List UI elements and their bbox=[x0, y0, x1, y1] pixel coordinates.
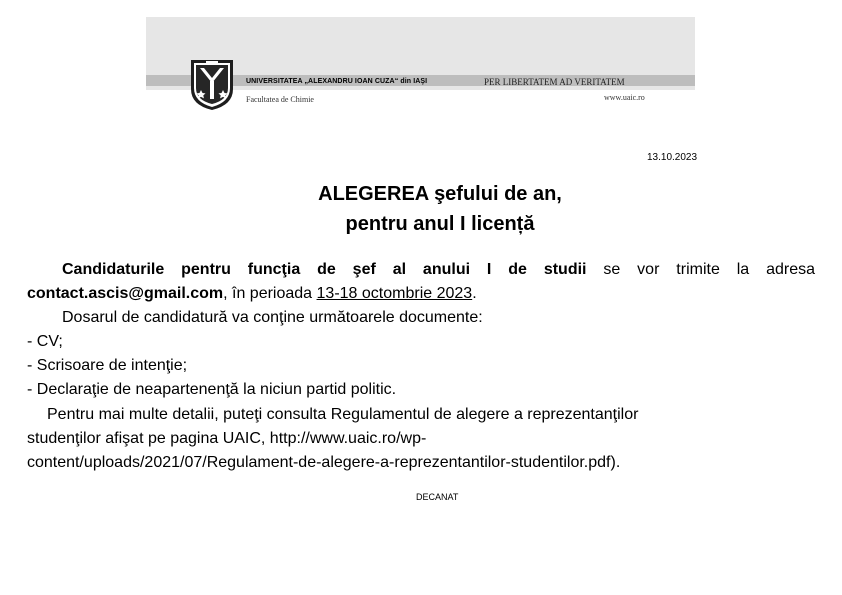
paragraph-candidacy-line1 bbox=[27, 260, 815, 280]
details-line2[interactable]: studenţilor afişat pe pagina UAIC, http://www.uaic.ro/wp- bbox=[27, 430, 427, 447]
list-item-letter: - Scrisoare de intenţie; bbox=[27, 357, 188, 374]
candidacy-rest-text: se vor trimite la adresa bbox=[586, 261, 816, 278]
period-end: . bbox=[472, 285, 477, 302]
details-line3[interactable]: content/uploads/2021/07/Regulament-de-alegere-a-reprezentantilor-studentilor.pdf). bbox=[27, 454, 621, 471]
period-prefix: , în perioada bbox=[223, 285, 317, 302]
list-item-declaration: - Declaraţie de neapartenenţă la niciun partid politic. bbox=[27, 381, 397, 398]
university-motto: PER LIBERTATEM AD VERITATEM bbox=[484, 77, 625, 87]
signature-decanat: DECANAT bbox=[416, 492, 459, 502]
faculty-name: Facultatea de Chimie bbox=[246, 95, 314, 104]
candidacy-bold-text: Candidaturile pentru funcţia de şef al anului I de studii bbox=[62, 261, 587, 278]
document-title-line1: ALEGEREA şefului de an, bbox=[318, 183, 562, 205]
documents-intro: Dosarul de candidatură va conţine următoarele documente: bbox=[62, 309, 483, 326]
submission-period: 13-18 octombrie 2023 bbox=[316, 285, 473, 302]
document-date: 13.10.2023 bbox=[647, 152, 698, 163]
university-name: UNIVERSITATEA „ALEXANDRU IOAN CUZA“ din IAŞI bbox=[246, 78, 428, 85]
website-link[interactable]: www.uaic.ro bbox=[604, 93, 645, 102]
document-title-line2: pentru anul I licență bbox=[345, 213, 535, 235]
details-line1: Pentru mai multe detalii, puteţi consulta Regulamentul de alegere a reprezentanţilor bbox=[47, 406, 639, 423]
paragraph-candidacy-line2 bbox=[27, 284, 477, 304]
contact-email[interactable]: contact.ascis@gmail.com bbox=[27, 285, 224, 302]
university-crest-icon bbox=[189, 59, 235, 111]
list-item-cv: - CV; bbox=[27, 333, 63, 350]
